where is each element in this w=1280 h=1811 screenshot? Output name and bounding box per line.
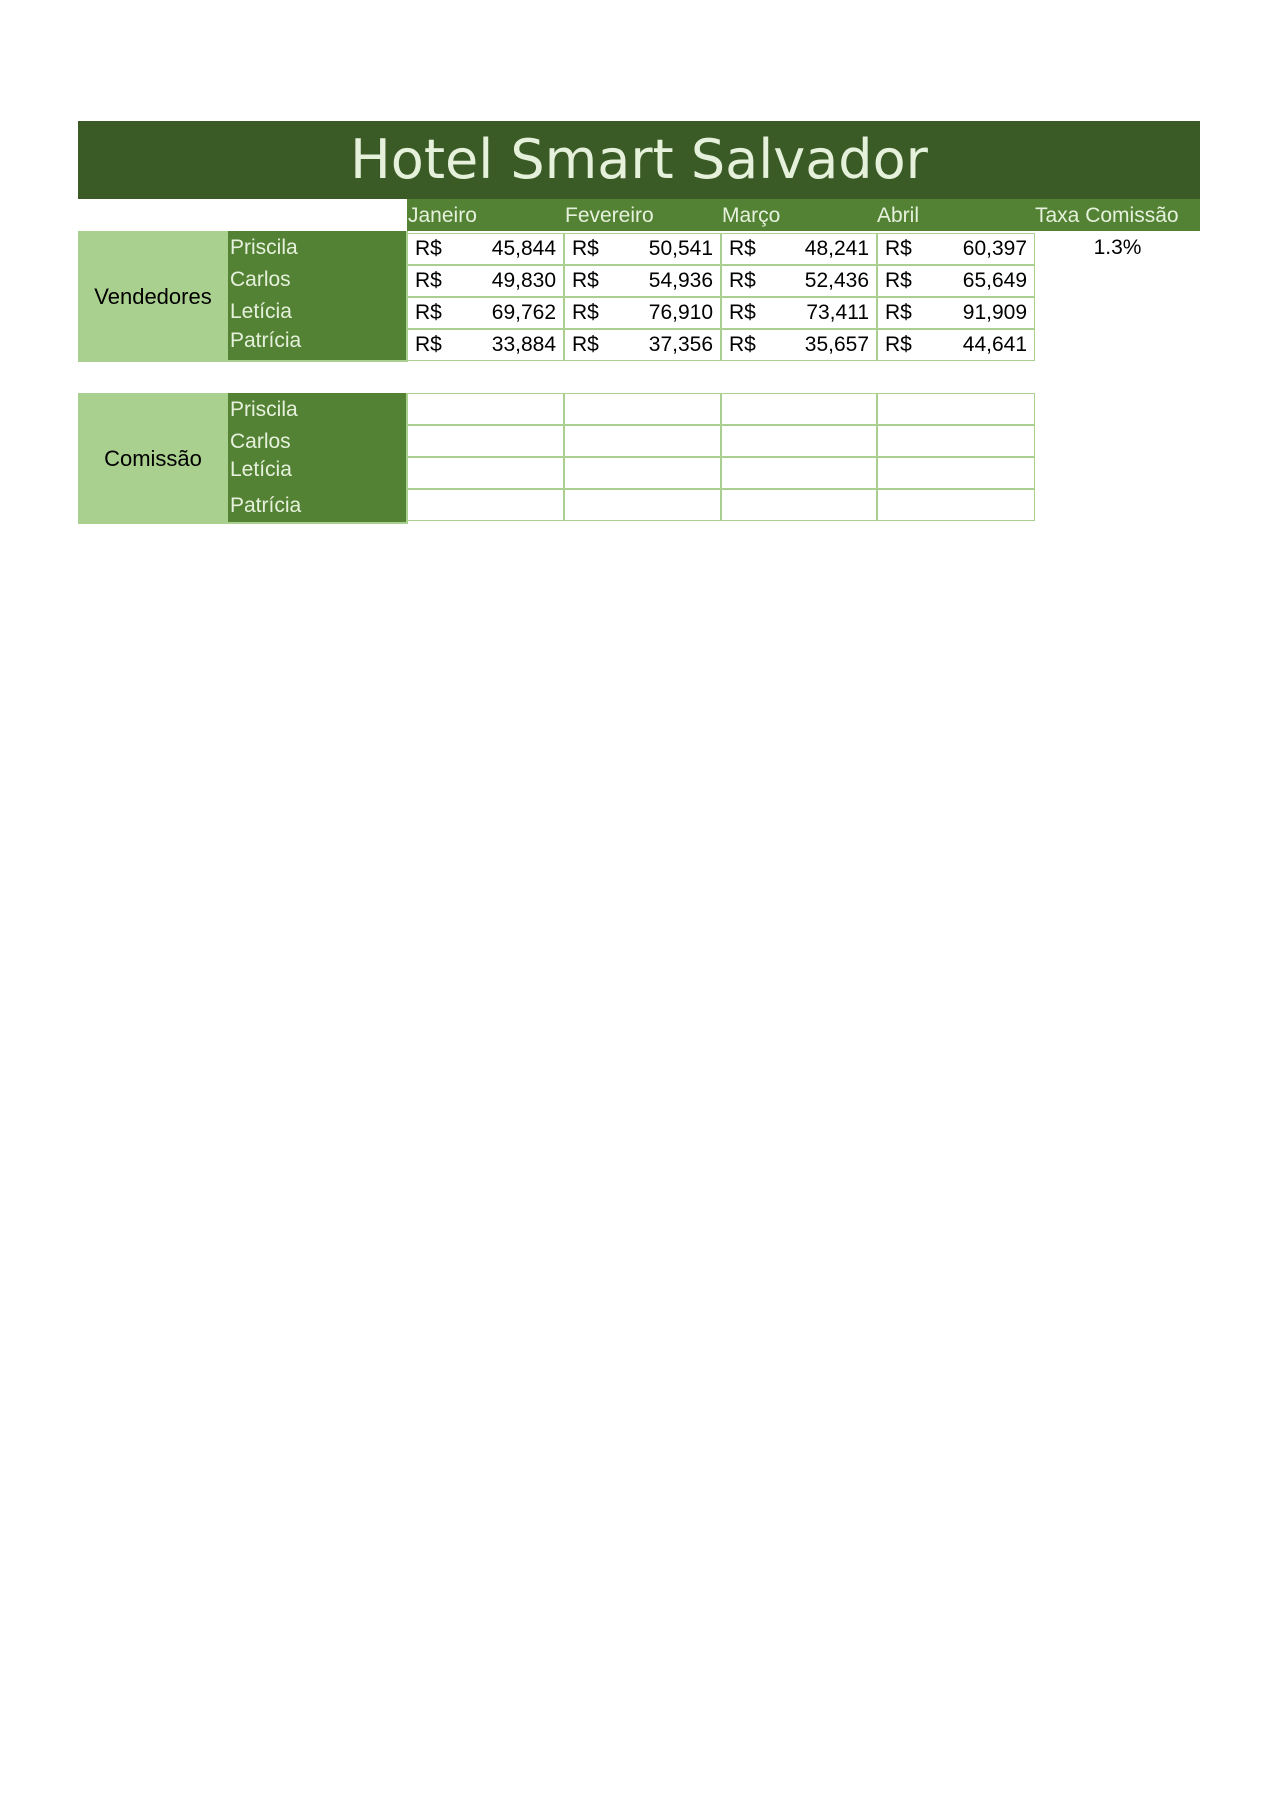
- currency-symbol: R$: [729, 269, 756, 292]
- commission-cell-leticia-abril[interactable]: [877, 457, 1035, 489]
- sales-cell-carlos-fevereiro[interactable]: [564, 265, 721, 297]
- currency-symbol: R$: [729, 301, 756, 324]
- cell-value: 48,241: [804, 237, 869, 260]
- sales-cell-carlos-marco[interactable]: [721, 265, 877, 297]
- currency-symbol: R$: [885, 333, 912, 356]
- commission-cell-priscila-abril[interactable]: [877, 393, 1035, 425]
- commission-cell-carlos-janeiro[interactable]: [407, 425, 564, 457]
- cell-value: 54,936: [648, 269, 713, 292]
- currency-symbol: R$: [415, 237, 442, 260]
- header-month-fevereiro: Fevereiro: [565, 204, 654, 227]
- sales-cell-priscila-abril[interactable]: [877, 233, 1035, 265]
- cell-value: 69,762: [491, 301, 556, 324]
- group-label-commission-text: Comissão: [104, 445, 202, 471]
- sales-cell-patricia-janeiro[interactable]: [407, 329, 564, 361]
- commission-cell-carlos-marco[interactable]: [721, 425, 877, 457]
- header-month-abril: Abril: [877, 204, 920, 227]
- header-month-janeiro: Janeiro: [408, 204, 477, 227]
- cell-value: 49,830: [491, 269, 556, 292]
- sales-name-patricia: Patrícia: [230, 329, 302, 352]
- commission-cell-leticia-fevereiro[interactable]: [564, 457, 721, 489]
- commission-cell-priscila-fevereiro[interactable]: [564, 393, 721, 425]
- currency-symbol: R$: [729, 237, 756, 260]
- sheet-title: Hotel Smart Salvador: [78, 121, 1200, 199]
- currency-symbol: R$: [572, 269, 599, 292]
- sales-cell-carlos-abril[interactable]: [877, 265, 1035, 297]
- group-label-sales-text: Vendedores: [94, 283, 212, 309]
- currency-symbol: R$: [415, 301, 442, 324]
- cell-value: 60,397: [962, 237, 1027, 260]
- header-rate: Taxa Comissão: [1035, 204, 1179, 227]
- currency-symbol: R$: [415, 333, 442, 356]
- sales-name-priscila: Priscila: [230, 236, 298, 259]
- header-month-marco: Março: [722, 204, 781, 227]
- sales-cell-leticia-marco[interactable]: [721, 297, 877, 329]
- sales-cell-patricia-marco[interactable]: [721, 329, 877, 361]
- currency-symbol: R$: [415, 269, 442, 292]
- sales-cell-priscila-janeiro[interactable]: [407, 233, 564, 265]
- commission-name-leticia: Letícia: [230, 458, 292, 481]
- cell-value: 37,356: [648, 333, 713, 356]
- sales-cell-priscila-fevereiro[interactable]: [564, 233, 721, 265]
- commission-cell-patricia-janeiro[interactable]: [407, 489, 564, 521]
- cell-value: 76,910: [648, 301, 713, 324]
- group-label-sales: [78, 231, 228, 362]
- sales-cell-leticia-abril[interactable]: [877, 297, 1035, 329]
- commission-cell-patricia-marco[interactable]: [721, 489, 877, 521]
- currency-symbol: R$: [885, 237, 912, 260]
- sales-name-carlos: Carlos: [230, 268, 291, 291]
- sales-cell-carlos-janeiro[interactable]: [407, 265, 564, 297]
- cell-value: 33,884: [491, 333, 556, 356]
- group-label-commission: [78, 393, 228, 524]
- sales-cell-priscila-marco[interactable]: [721, 233, 877, 265]
- cell-value: 44,641: [962, 333, 1027, 356]
- cell-value: 50,541: [648, 237, 713, 260]
- currency-symbol: R$: [572, 237, 599, 260]
- cell-value: 35,657: [804, 333, 869, 356]
- sales-cell-patricia-abril[interactable]: [877, 329, 1035, 361]
- cell-value: 52,436: [804, 269, 869, 292]
- sales-cell-leticia-fevereiro[interactable]: [564, 297, 721, 329]
- sales-name-leticia: Letícia: [230, 300, 292, 323]
- commission-name-patricia: Patrícia: [230, 494, 302, 517]
- cell-value: 91,909: [962, 301, 1027, 324]
- commission-rate-value[interactable]: 1.3%: [1093, 236, 1142, 259]
- cell-value: 45,844: [491, 237, 556, 260]
- currency-symbol: R$: [885, 301, 912, 324]
- commission-name-carlos: Carlos: [230, 430, 291, 453]
- currency-symbol: R$: [572, 301, 599, 324]
- commission-cell-patricia-fevereiro[interactable]: [564, 489, 721, 521]
- commission-name-priscila: Priscila: [230, 398, 298, 421]
- commission-cell-leticia-marco[interactable]: [721, 457, 877, 489]
- commission-cell-priscila-marco[interactable]: [721, 393, 877, 425]
- commission-cell-patricia-abril[interactable]: [877, 489, 1035, 521]
- cell-value: 73,411: [806, 301, 869, 324]
- sales-cell-patricia-fevereiro[interactable]: [564, 329, 721, 361]
- currency-symbol: R$: [729, 333, 756, 356]
- commission-cell-leticia-janeiro[interactable]: [407, 457, 564, 489]
- commission-cell-carlos-abril[interactable]: [877, 425, 1035, 457]
- commission-cell-priscila-janeiro[interactable]: [407, 393, 564, 425]
- cell-value: 65,649: [962, 269, 1027, 292]
- commission-cell-carlos-fevereiro[interactable]: [564, 425, 721, 457]
- sales-cell-leticia-janeiro[interactable]: [407, 297, 564, 329]
- currency-symbol: R$: [885, 269, 912, 292]
- currency-symbol: R$: [572, 333, 599, 356]
